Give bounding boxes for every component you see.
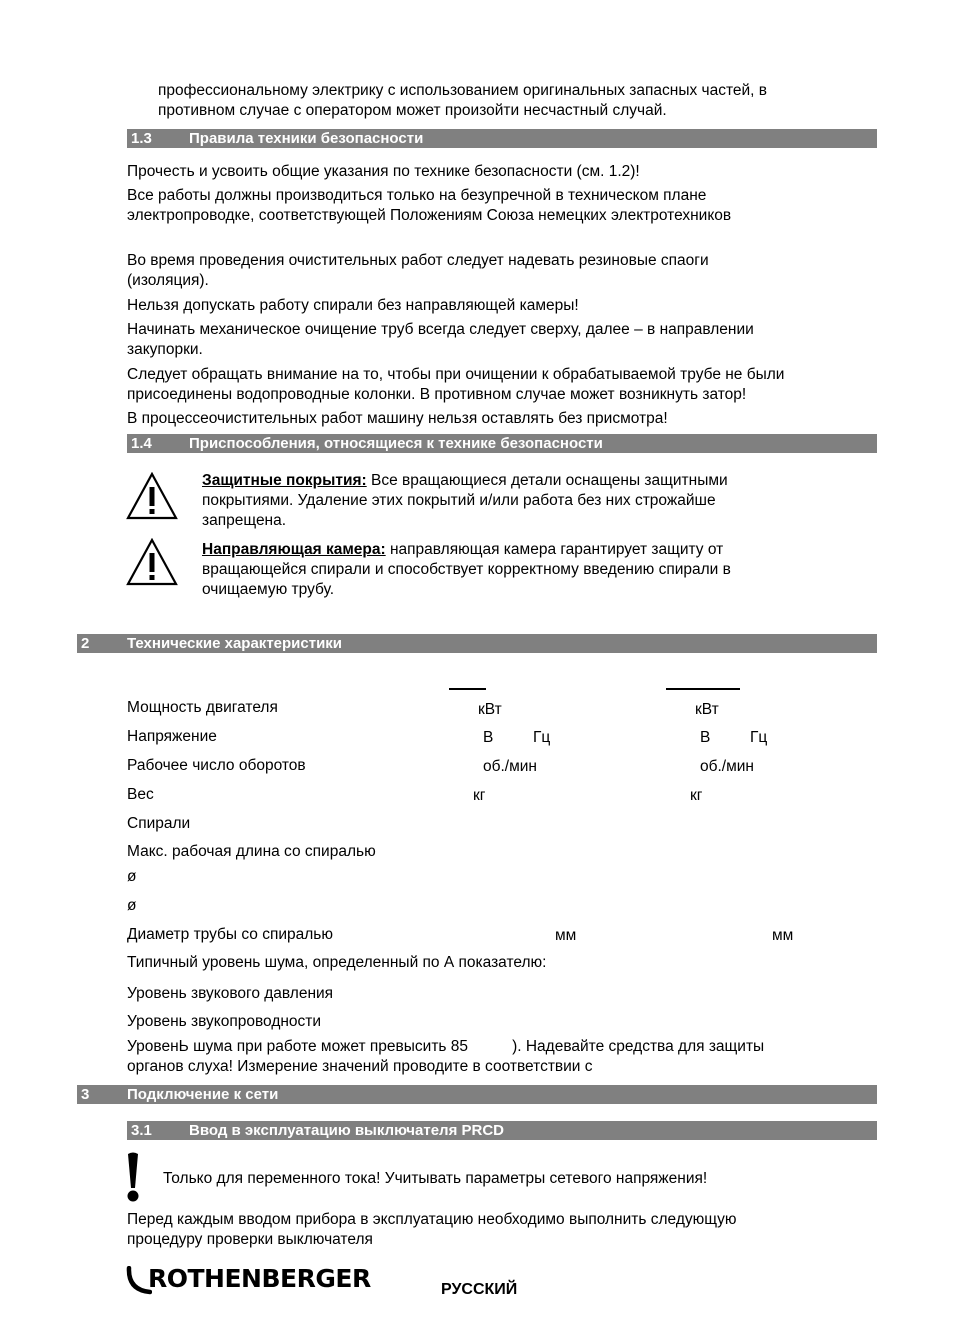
- spec-unit: кВт: [478, 701, 502, 718]
- intro-line-1: профессиональному электрику с использованием оригинальных запасных частей, в: [158, 82, 768, 99]
- paragraph: присоединены водопроводные колонки. В противном случае может возникнуть затор!: [127, 386, 747, 403]
- paragraph: закупорки.: [127, 341, 203, 358]
- spec-unit: мм: [772, 927, 794, 944]
- spec-unit: кВт: [695, 701, 719, 718]
- section-title: Подключение к сети: [127, 1086, 279, 1103]
- warning-guide-camera: Направляющая камера: направляющая камера гарантирует защиту от вращающейся спирали и способствует корректному введению спирали в очищаемую трубу.: [202, 541, 731, 598]
- spec-unit: об./мин: [700, 758, 754, 775]
- spec-label: Вес: [127, 786, 154, 803]
- paragraph: Перед каждым вводом прибора в эксплуатацию необходимо выполнить следующую: [127, 1211, 737, 1228]
- section-number: 3.1: [131, 1122, 152, 1139]
- language-label: РУССКИЙ: [441, 1281, 518, 1298]
- warning-label: Направляющая камера:: [202, 541, 386, 558]
- warning-triangle-icon: [126, 472, 178, 520]
- section-header-3: [77, 1085, 877, 1104]
- spec-unit: В: [700, 729, 711, 746]
- spec-unit: кг: [473, 787, 486, 804]
- paragraph: Начинать механическое очищение труб всегда следует сверху, далее – в направлении: [127, 321, 754, 338]
- spec-label: ø: [127, 868, 137, 885]
- warning-triangle-icon: [126, 538, 178, 586]
- spec-label: Рабочее число оборотов: [127, 757, 306, 774]
- section-header-1-3: [127, 129, 877, 148]
- column-rule-2: [666, 688, 740, 690]
- spec-unit: мм: [555, 927, 577, 944]
- paragraph: Следует обращать внимание на то, чтобы при очищении к обрабатываемой трубе не были: [127, 366, 785, 383]
- section-title: Правила техники безопасности: [189, 130, 424, 147]
- column-rule-1: [449, 688, 486, 690]
- exclamation-icon: [125, 1152, 141, 1204]
- spec-unit: кг: [690, 787, 703, 804]
- warning-protective-covers: Защитные покрытия: Все вращающиеся детали оснащены защитными покрытиями. Удаление этих покрытий и/или работа без них строжайше запрещена.: [202, 472, 728, 529]
- section-number: 1.4: [131, 435, 152, 452]
- paragraph: электропроводке, соответствующей Положениям Союза немецких электротехников: [127, 207, 732, 224]
- section-header-1-4: [127, 434, 877, 453]
- spec-unit: об./мин: [483, 758, 537, 775]
- brand-name: ROTHENBERGER: [148, 1264, 371, 1293]
- paragraph: Нельзя допускать работу спирали без направляющей камеры!: [127, 297, 579, 314]
- paragraph: Все работы должны производиться только на безупречной в техническом плане: [127, 187, 707, 204]
- spec-unit: В: [483, 729, 494, 746]
- section-title: Приспособления, относящиеся к технике безопасности: [189, 435, 603, 452]
- section-header-3-1: [127, 1121, 877, 1140]
- paragraph: Прочесть и усвоить общие указания по технике безопасности (см. 1.2)!: [127, 163, 640, 180]
- ac-only-notice: Только для переменного тока! Учитывать параметры сетевого напряжения!: [163, 1170, 708, 1187]
- section-number: 2: [81, 635, 90, 652]
- spec-label: Макс. рабочая длина со спиралью: [127, 843, 376, 860]
- spec-unit: Гц: [533, 729, 551, 746]
- intro-line-2: противном случае с оператором может произойти несчастный случай.: [158, 102, 667, 119]
- spec-label: Типичный уровень шума, определенный по А показателю:: [127, 954, 547, 971]
- paragraph: Во время проведения очистительных работ следует надевать резиновые спаоги: [127, 252, 709, 269]
- spec-unit: Гц: [750, 729, 768, 746]
- spec-label: Уровень звукового давления: [127, 985, 334, 1002]
- noise-note-line-2: органов слуха! Измерение значений проводите в соответствии с: [127, 1058, 593, 1075]
- section-title: Технические характеристики: [127, 635, 343, 652]
- section-number: 1.3: [131, 130, 152, 147]
- spec-label: Напряжение: [127, 728, 217, 745]
- spec-label: Спирали: [127, 815, 191, 832]
- paragraph: (изоляция).: [127, 272, 209, 289]
- section-title: Ввод в эксплуатацию выключателя PRCD: [189, 1122, 504, 1139]
- section-number: 3: [81, 1086, 90, 1103]
- spec-label: Мощность двигателя: [127, 699, 278, 716]
- spec-label: Уровень звукопроводности: [127, 1013, 322, 1030]
- paragraph: процедуру проверки выключателя: [127, 1231, 373, 1248]
- paragraph: В процессеочистительных работ машину нельзя оставлять без присмотра!: [127, 410, 668, 427]
- spec-label: Диаметр трубы со спиралью: [127, 926, 333, 943]
- section-header-2: [77, 634, 877, 653]
- spec-label: ø: [127, 897, 137, 914]
- warning-label: Защитные покрытия:: [202, 472, 367, 489]
- noise-note-line-1: УровенЬ шума при работе может превысить 85 ). Надевайте средства для защиты: [127, 1038, 765, 1055]
